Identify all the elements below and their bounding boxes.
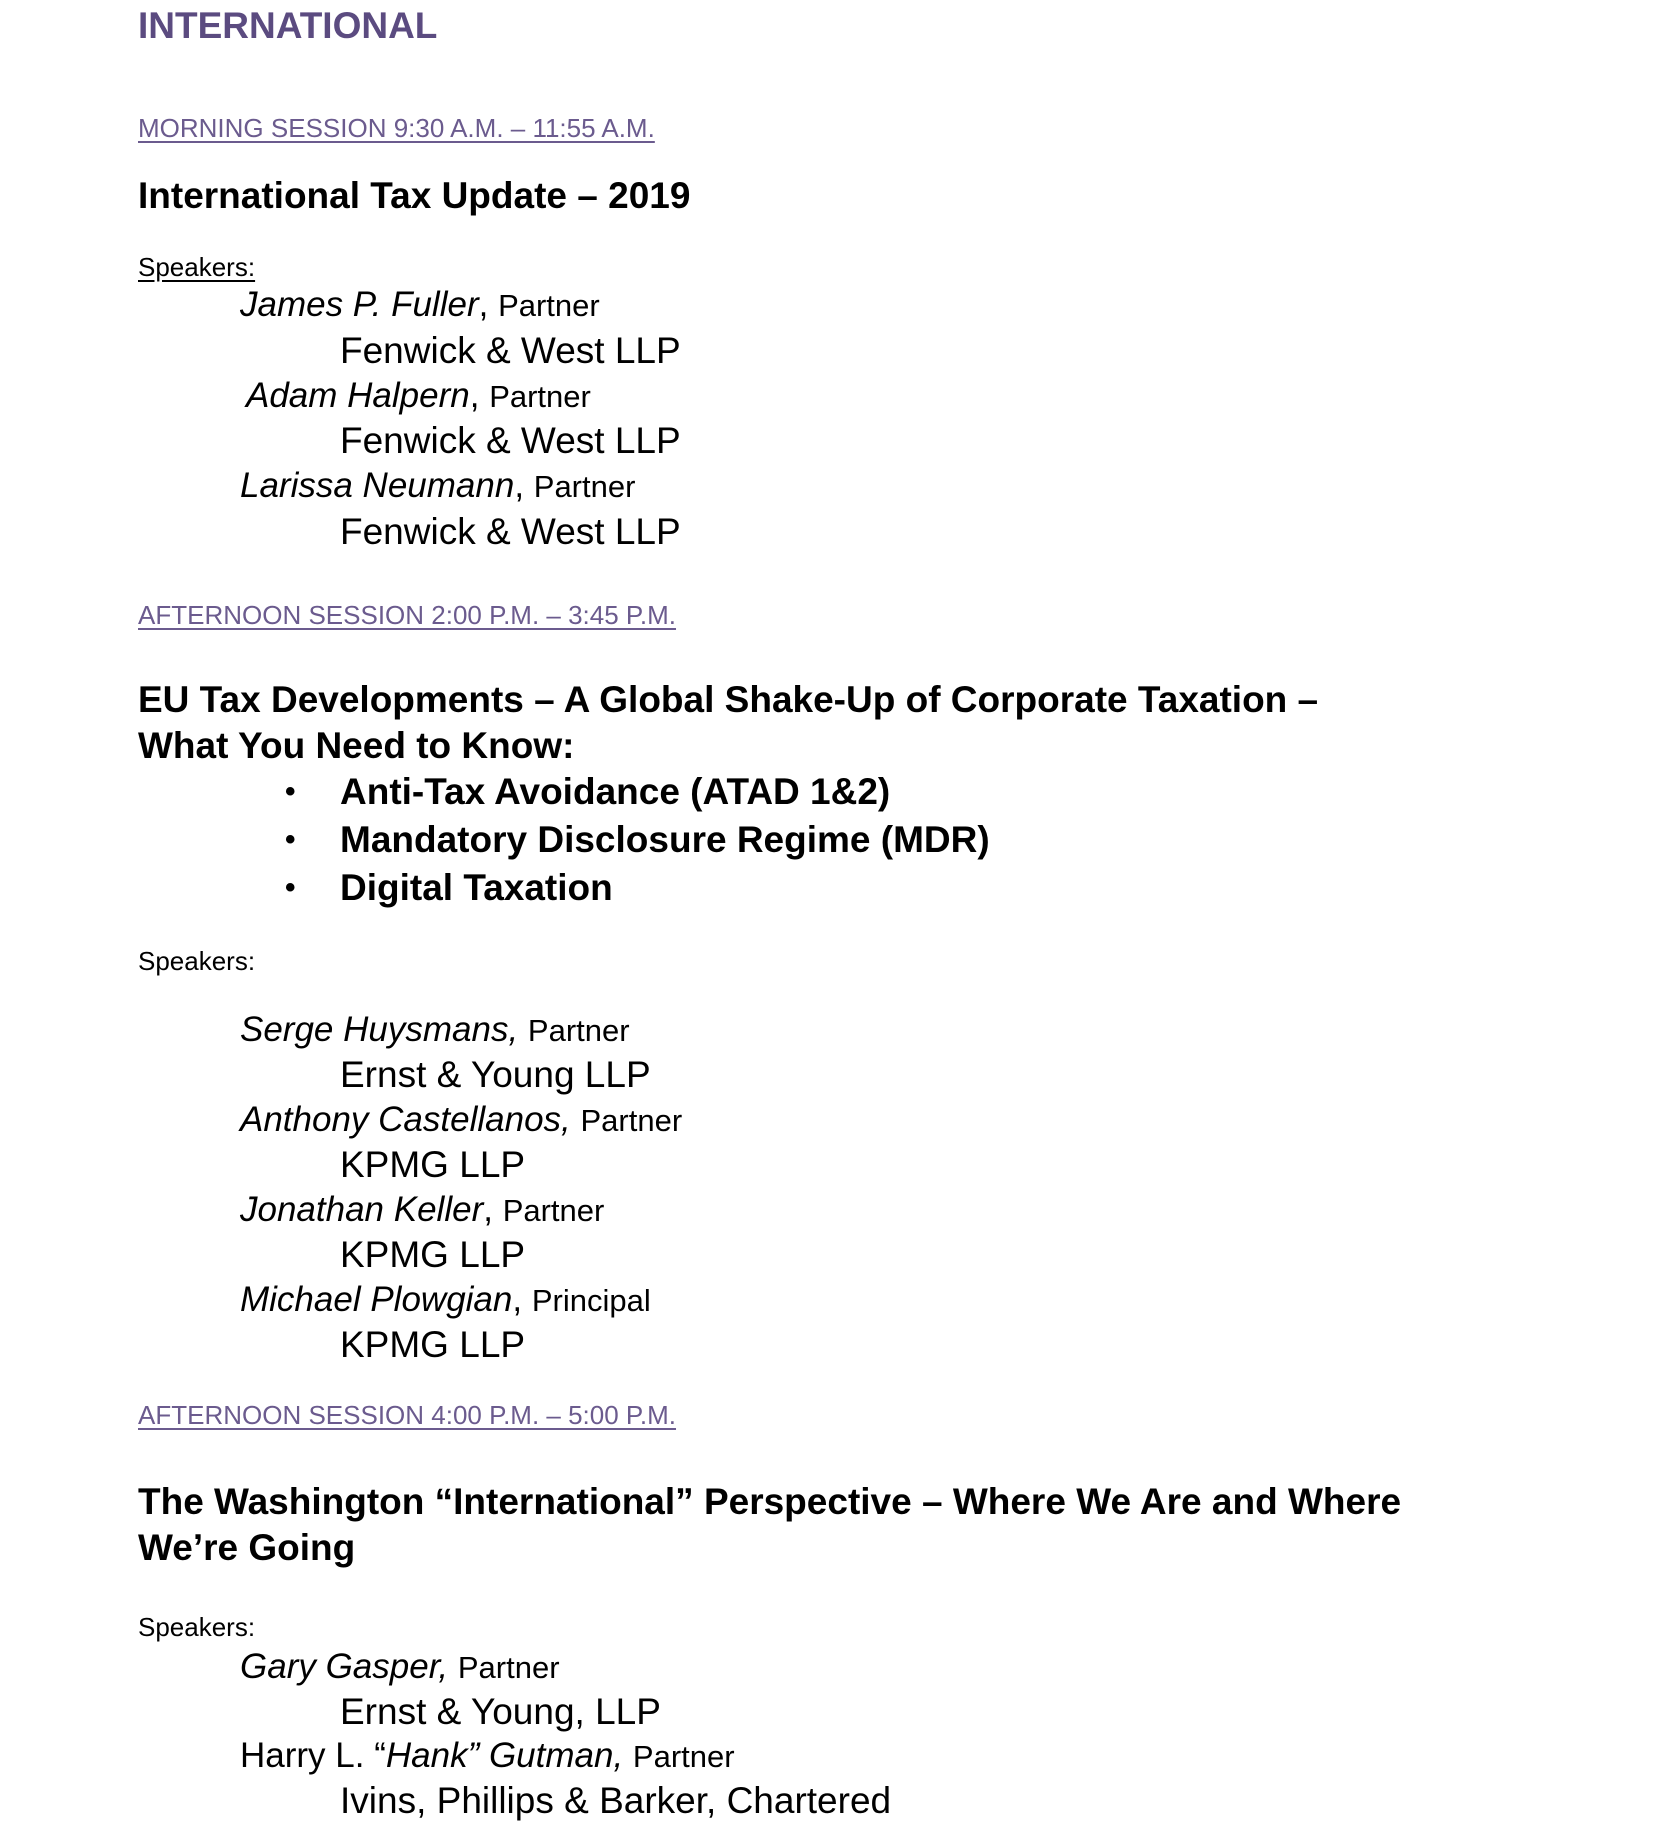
speaker-name: Harry L. “Hank” Gutman, Partner [240,1736,735,1775]
speaker-name: Serge Huysmans, Partner [240,1010,630,1049]
topic-item: • Digital Taxation [285,864,990,912]
speaker-firm: KPMG LLP [340,1234,526,1275]
page-heading: INTERNATIONAL [138,5,438,46]
speaker-firm: Ivins, Phillips & Barker, Chartered [340,1780,892,1821]
session-title-eu-tax-line2: What You Need to Know: [138,725,575,766]
session-time-afternoon-1: AFTERNOON SESSION 2:00 P.M. – 3:45 P.M. [138,600,677,630]
speaker-firm: KPMG LLP [340,1144,526,1185]
topic-item: • Anti-Tax Avoidance (ATAD 1&2) [285,768,990,816]
speakers-label: Speakers: [138,252,256,282]
session-title-international-tax-update: International Tax Update – 2019 [138,175,691,216]
session-time-afternoon-2: AFTERNOON SESSION 4:00 P.M. – 5:00 P.M. [138,1400,677,1430]
speakers-label: Speakers: [138,1612,256,1642]
speaker-firm: Fenwick & West LLP [340,511,681,552]
speaker-firm: Fenwick & West LLP [340,330,681,371]
speaker-firm: KPMG LLP [340,1324,526,1365]
topic-list [285,768,990,912]
speaker-name: Larissa Neumann, Partner [240,466,636,505]
speaker-firm: Fenwick & West LLP [340,420,681,461]
speaker-name: Jonathan Keller, Partner [240,1190,605,1229]
session-title-washington-line2: We’re Going [138,1527,356,1568]
speakers-label: Speakers: [138,946,256,976]
topic-item: • Mandatory Disclosure Regime (MDR) [285,816,990,864]
session-title-eu-tax-line1: EU Tax Developments – A Global Shake-Up of Corporate Taxation – [138,679,1319,720]
session-time-morning: MORNING SESSION 9:30 A.M. – 11:55 A.M. [138,113,655,143]
speaker-firm: Ernst & Young LLP [340,1054,651,1095]
speaker-name: Anthony Castellanos, Partner [240,1100,683,1139]
speaker-name: Adam Halpern, Partner [246,376,591,415]
speaker-name: James P. Fuller, Partner [240,285,600,324]
speaker-name: Michael Plowgian, Principal [240,1280,651,1319]
session-title-washington-line1: The Washington “International” Perspective – Where We Are and Where [138,1481,1402,1522]
speaker-name: Gary Gasper, Partner [240,1647,560,1686]
speaker-firm: Ernst & Young, LLP [340,1691,661,1732]
